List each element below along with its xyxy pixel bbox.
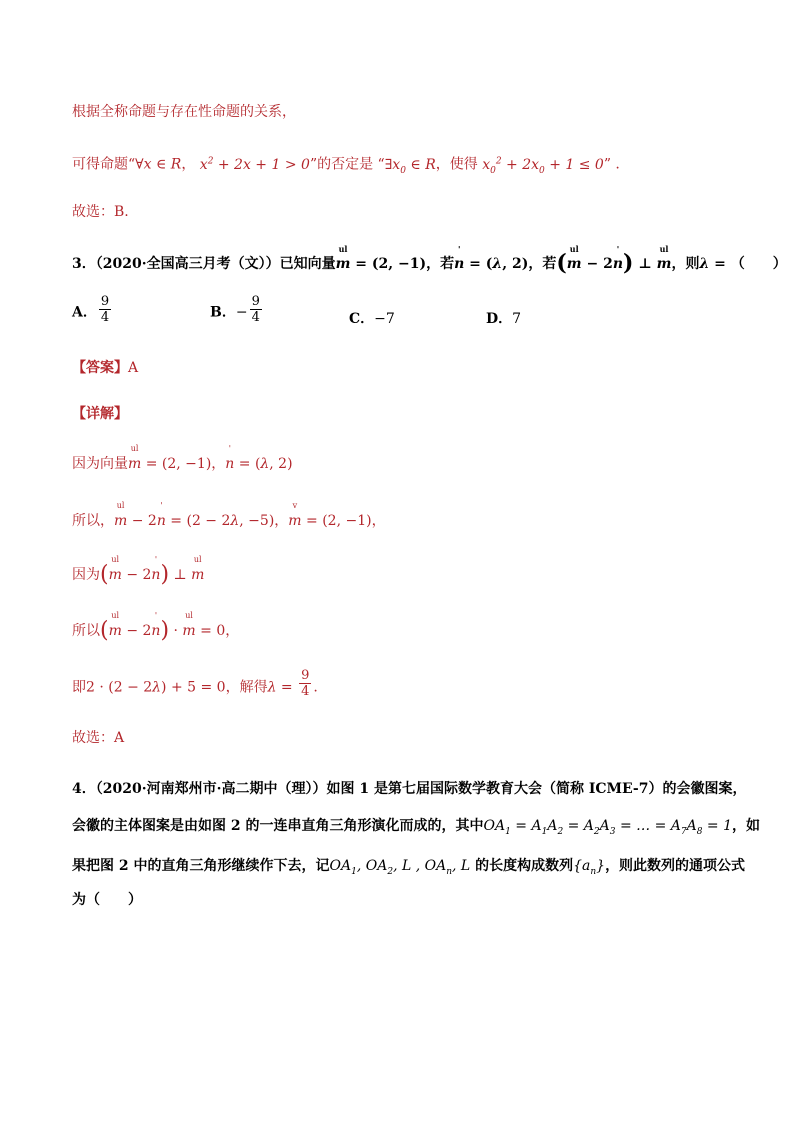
q4-line-2-text-a: 会徽的主体图案是由如图 2 的一连串直角三角形演化而成的，其中 <box>72 818 484 834</box>
q4-line-3-text-a: 果把图 2 中的直角三角形继续作下去，记 <box>72 858 330 874</box>
question-4-line-4 <box>72 890 734 910</box>
step-4-text: 所以 <box>72 623 100 639</box>
q4-sequence: $\{a_n\}$ <box>573 858 606 877</box>
option-a-label: A． <box>72 304 97 321</box>
negation-suffix: ” . <box>603 156 620 173</box>
text-line-relation <box>72 102 734 122</box>
detail-line <box>72 404 734 424</box>
step-3-text: 因为 <box>72 567 100 583</box>
q4-line-1-text: 4．（2020·河南郑州市·高二期中（理））如图 1 是第七届国际数学教育大会（简称 ICME-7）的会徽图案， <box>72 781 747 797</box>
formula-exists: $\exists x_0$ ∈ R <box>384 156 436 176</box>
vector-n: n ' <box>454 244 465 272</box>
choice-b-text: 故选：B. <box>72 204 129 220</box>
option-a <box>72 294 113 325</box>
detail-tag: 【详解】 <box>72 406 128 422</box>
option-c-label: C． <box>349 311 375 327</box>
formula-negated: $x_0^2 + 2x_0 + 1 \le 0$ <box>482 156 604 176</box>
step-5-text-a: 即 <box>72 679 86 696</box>
question-3-number: 3． <box>72 256 96 272</box>
formula-quadratic: $x^2 + 2x + 1 > 0$ <box>199 156 310 173</box>
option-d <box>486 309 521 329</box>
question-4-line-3 <box>72 856 746 882</box>
question-4-line-1 <box>72 779 747 799</box>
q4-line-2-text-b: ，如 <box>732 818 761 834</box>
step-5-text-b: ，解得 <box>225 679 268 696</box>
question-3-text-a: 已知向量 <box>279 256 336 272</box>
solution-step-3: 因为(m ul − 2n ' ) ⊥ m ul <box>72 555 205 587</box>
negation-mid2: ，使得 <box>435 156 483 173</box>
solution-step-2: 所以，m ul − 2n ' = (2 − 2λ, −5)，m v = (2, −1)， <box>72 501 386 529</box>
answer-value: A <box>128 360 139 376</box>
answer-line <box>72 358 734 378</box>
option-d-value: 7 <box>512 311 522 327</box>
solution-step-5: 即2 · (2 − 2λ) + 5 = 0，解得λ = $\frac{9}{4}$ . <box>72 668 318 699</box>
option-a-num: 9 <box>100 294 110 309</box>
vector-m: m ul <box>335 244 351 272</box>
solution-end <box>72 728 734 748</box>
option-b-den: 4 <box>251 310 260 325</box>
question-3-text-d: （ ） <box>730 256 787 272</box>
negation-mid: ”的否定是 “ <box>309 156 385 173</box>
option-b <box>210 294 264 325</box>
question-4-line-2 <box>72 816 761 842</box>
answer-tag: 【答案】 <box>72 360 128 376</box>
question-3-source: （2020·全国高三月考（文）） <box>95 256 280 272</box>
step-1-text: 因为向量 <box>72 456 128 472</box>
question-3-text-b: ，若 <box>426 256 455 272</box>
comma-1: ， <box>181 156 196 173</box>
formula-forall: ∀x ∈ R <box>135 156 182 173</box>
text-line-negation <box>72 151 734 180</box>
option-c-value: −7 <box>374 311 395 327</box>
q4-segments-list: $OA_1$, $OA_2$, L , $OA_n$, L <box>329 858 471 877</box>
option-b-label: B． <box>210 304 236 321</box>
relation-text: 根据全称命题与存在性命题的关系， <box>72 104 296 120</box>
solution-step-4: 所以(m ul − 2n ' ) · m ul = 0， <box>72 611 240 643</box>
option-b-num: 9 <box>251 294 260 309</box>
question-3-text-b2: ，若 <box>528 256 557 272</box>
option-a-den: 4 <box>100 310 110 325</box>
solution-step-1: 因为向量m ul = (2, −1)，n ' = (λ, 2) <box>72 444 293 472</box>
step-2-text: 所以， <box>72 513 114 529</box>
negation-prefix: 可得命题“ <box>72 156 136 173</box>
question-3-options <box>72 294 734 340</box>
q4-line-3-text-c: ，则此数列的通项公式 <box>605 858 746 874</box>
end-text: 故选：A <box>72 730 125 746</box>
q4-line-4-text: 为（ ） <box>72 892 142 908</box>
q4-segments-equation: $OA_1 = A_1A_2 = A_2A_3$ = … = $A_7A_8 = 1$ <box>483 818 733 837</box>
question-3-stem: 3．（2020·全国高三月考（文））已知向量m ul = (2, −1)，若n ' = (λ, 2)，若(m ul − 2n ' ) ⊥ m ul ，则λ = （ ） <box>72 244 787 276</box>
option-c <box>349 309 395 329</box>
text-line-choice-b <box>72 202 734 222</box>
option-d-label: D． <box>486 311 513 327</box>
question-3-text-c: ，则 <box>671 256 700 272</box>
option-b-sign: − <box>235 304 248 321</box>
q4-line-3-text-b: 的长度构成数列 <box>470 858 574 874</box>
